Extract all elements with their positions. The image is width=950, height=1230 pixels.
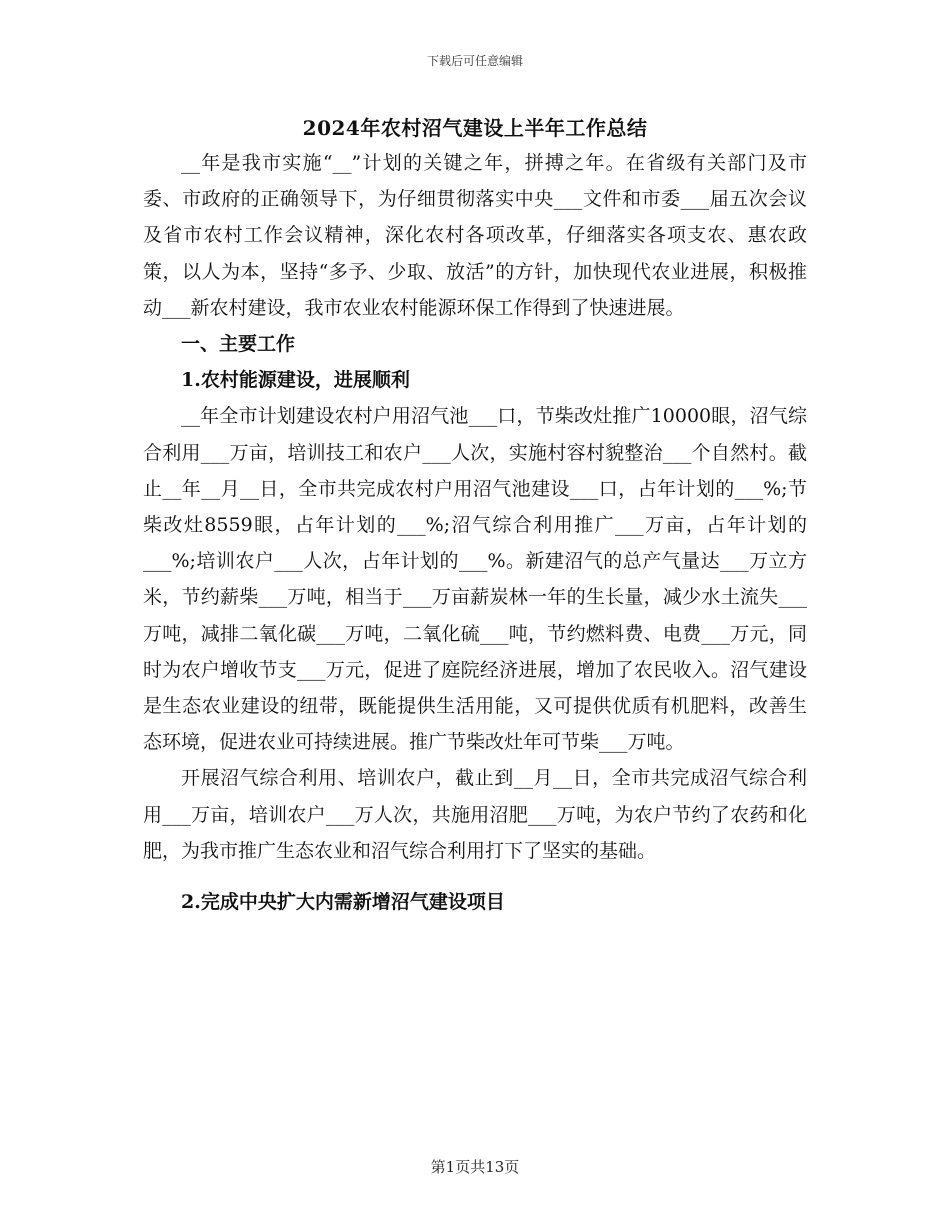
section-heading-main-work: 一、主要工作	[181, 333, 296, 356]
biogas-utilization-paragraph: 开展沼气综合利用、培训农户，截止到__月__日，全市共完成沼气综合利用___万亩，培训农户___万人次，共施用沼肥___万吨，为农户节约了农药和化肥，为我市推广生态农业和沼气综合利用打下了坚实的基础。	[143, 767, 807, 862]
document-title: 2024年农村沼气建设上半年工作总结	[302, 116, 648, 140]
page-header-note: 下载后可任意编辑	[426, 54, 523, 68]
energy-progress-paragraph: __年全市计划建设农村户用沼气池___口，节柴改灶推广10000眼，沼气综合利用___万亩，培训技工和农户___人次，实施村容村貌整治___个自然村。截止__年__月__日，全市共完成农村户用沼气池建设___口，占年计划的___%;节柴改灶8559眼，占年计划的___%;沼气综合利用推广___万亩，占年计划的___%;培训农户___人次，占年计划的___%。新建沼气的总产气量达___万立方米，节约薪柴___万吨，相当于___万亩薪炭林一年的生长量，减少水土流失___万吨，减排二氧化碳___万吨，二氧化硫___吨，节约燃料费、电费___万元，同时为农户增收节支___万元，促进了庭院经济进展，增加了农民收入。沼气建设是生态农业建设的纽带，既能提供生活用能，又可提供优质有机肥料，改善生态环境，促进农业可持续进展。推广节柴改灶年可节柴___万吨。	[143, 405, 807, 754]
subsection-heading-energy: 1.农村能源建设，进展顺利	[181, 369, 410, 392]
intro-paragraph: __年是我市实施“__”计划的关键之年，拼搏之年。在省级有关部门及市委、市政府的正确领导下，为仔细贯彻落实中央___文件和市委___届五次会议及省市农村工作会议精神，深化农村各项改革，仔细落实各项支农、惠农政策，以人为本，坚持“多予、少取、放活”的方针，加快现代农业进展，积极推动___新农村建设，我市农业农村能源环保工作得到了快速进展。	[143, 152, 807, 319]
document-body	[143, 145, 807, 920]
page-number: 第1页共13页	[430, 1158, 520, 1176]
subsection-heading-central-project: 2.完成中央扩大内需新增沼气建设项目	[181, 891, 505, 914]
